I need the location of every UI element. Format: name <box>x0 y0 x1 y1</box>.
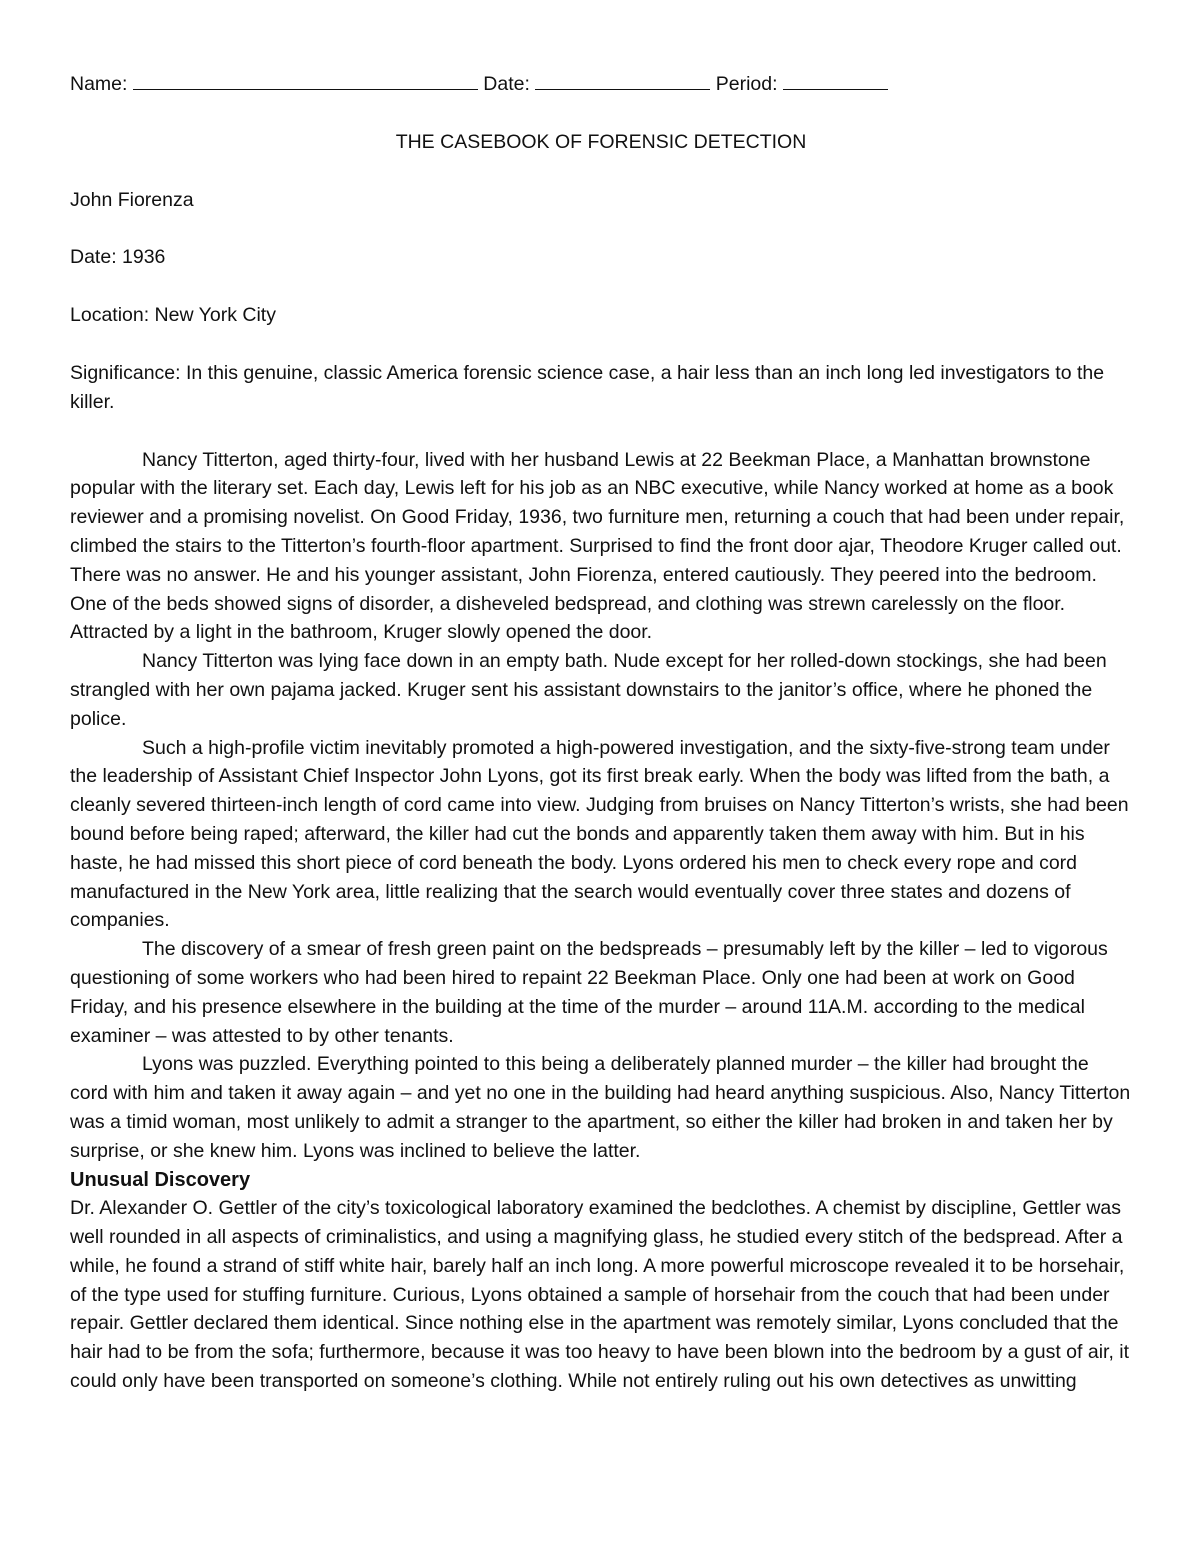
narrative-paragraph-5: Lyons was puzzled. Everything pointed to this being a deliberately planned murder – the killer had brought the cord with him and taken it away again – and yet no one in the building had heard anything suspicious. Also, Nancy Titterton was a timid woman, most unlikely to admit a stranger to the apartment, so either the killer had broken in and taken her by surprise, or she knew him. Lyons was inclined to believe the latter. <box>70 1053 1131 1162</box>
case-narrative <box>70 446 1132 1396</box>
section-heading: Unusual Discovery <box>70 1168 251 1191</box>
document-page <box>70 70 1132 1396</box>
student-header <box>70 70 1132 99</box>
narrative-paragraph-2: Nancy Titterton was lying face down in an empty bath. Nude except for her rolled-down stockings, she had been strangled with her own pajama jacked. Kruger sent his assistant downstairs to the janitor’s office, where he phoned the police. <box>70 650 1107 730</box>
period-label: Period: <box>715 73 778 95</box>
narrative-paragraph-3: Such a high-profile victim inevitably promoted a high-powered investigation, and the sixty-five-strong team under the leadership of Assistant Chief Inspector John Lyons, got its first break early. When the body was lifted from the bath, a cleanly severed thirteen-inch length of cord came into view. Judging from bruises on Nancy Titterton’s wrists, she had been bound before being raped; afterward, the killer had cut the bonds and apparently taken them away with him. But in his haste, he had missed this short piece of cord beneath the body. Lyons ordered his men to check every rope and cord manufactured in the New York area, little realizing that the search would eventually cover three states and dozens of companies. <box>70 736 1129 932</box>
narrative-paragraph-1: Nancy Titterton, aged thirty-four, lived with her husband Lewis at 22 Beekman Place, a Manhattan brownstone popular with the literary set. Each day, Lewis left for his job as an NBC executive, while Nancy worked at home as a book reviewer and a promising novelist. On Good Friday, 1936, two furniture men, returning a couch that had been under repair, climbed the stairs to the Titterton’s fourth-floor apartment. Surprised to find the front door ajar, Theodore Kruger called out. There was no answer. He and his younger assistant, John Fiorenza, entered cautiously. They peered into the bedroom. One of the beds showed signs of disorder, a disheveled bedspread, and clothing was strewn carelessly on the floor. Attracted by a light in the bathroom, Kruger slowly opened the door. <box>70 448 1125 644</box>
case-date: Date: 1936 <box>70 246 166 269</box>
section-paragraph: Dr. Alexander O. Gettler of the city’s toxicological laboratory examined the bedclothes. A chemist by discipline, Gettler was well rounded in all aspects of criminalistics, and using a magnifying glass, he studied every stitch of the bedspread. After a while, he found a strand of stiff white hair, barely half an inch long. A more powerful microscope revealed it to be horsehair, of the type used for stuffing furniture. Curious, Lyons obtained a sample of horsehair from the couch that had been under repair. Gettler declared them identical. Since nothing else in the apartment was remotely similar, Lyons concluded that the hair had to be from the sofa; furthermore, because it was too heavy to have been blown into the bedroom by a gust of air, it could only have been transported on someone’s clothing. While not entirely ruling out his own detectives as unwitting <box>70 1197 1130 1393</box>
date-blank[interactable] <box>535 71 710 90</box>
case-location: Location: New York City <box>70 304 276 327</box>
name-label: Name: <box>70 73 128 95</box>
date-label: Date: <box>483 73 530 95</box>
case-significance: Significance: In this genuine, classic America forensic science case, a hair less than an inch long led investigators to the killer. <box>70 361 1105 413</box>
narrative-paragraph-4: The discovery of a smear of fresh green paint on the bedspreads – presumably left by the killer – led to vigorous questioning of some workers who had been hired to repaint 22 Beekman Place. Only one had been at work on Good Friday, and his presence elsewhere in the building at the time of the murder – around 11A.M. according to the medical examiner – was attested to by other tenants. <box>70 938 1108 1047</box>
document-title: THE CASEBOOK OF FORENSIC DETECTION <box>395 130 807 153</box>
name-blank[interactable] <box>133 71 478 90</box>
case-name: John Fiorenza <box>70 188 194 211</box>
period-blank[interactable] <box>783 71 888 90</box>
